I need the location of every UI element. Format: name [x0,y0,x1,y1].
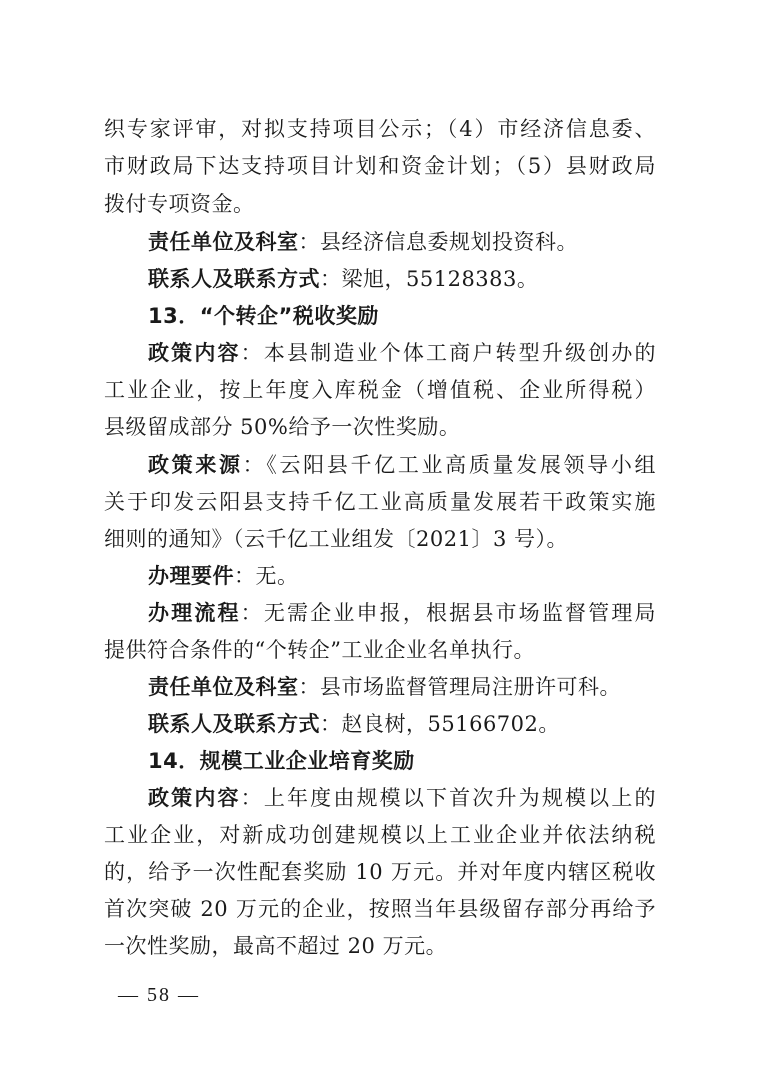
policy-content-label: 政策内容 [148,786,241,810]
paragraph-line: 一次性奖励，最高不超过 20 万元。 [104,934,448,958]
policy-source-line [148,450,656,480]
policy-content-text: ：上年度由规模以下首次升为规模以上的 [240,786,657,810]
policy-content-text: ：本县制造业个体工商户转型升级创办的 [240,341,657,365]
required-documents-label: 办理要件 [148,564,234,588]
paragraph-line: 市财政局下达支持项目计划和资金计划；（5）县财政局 [104,154,656,178]
responsible-unit-line [148,227,656,257]
section-heading-14: 14．规模工业企业培育奖励 [148,749,415,773]
section-heading-13: 13．“个转企”税收奖励 [148,304,379,328]
page-number: — 58 — [118,984,200,1006]
responsible-unit-value: ：县市场监督管理局注册许可科。 [298,675,621,699]
responsible-unit-label: 责任单位及科室 [148,675,299,699]
responsible-unit-line [148,672,656,702]
paragraph-line: 细则的通知》（云千亿工业组发〔2021〕3 号）。 [104,527,568,551]
paragraph-line: 工业企业，对新成功创建规模以上工业企业并依法纳税 [104,823,656,847]
required-documents-line [148,561,656,591]
contact-line [148,264,656,294]
contact-value: ：赵良树，55166702。 [320,712,560,736]
paragraph-line: 织专家评审，对拟支持项目公示；（4）市经济信息委、 [104,117,656,141]
paragraph-line: 关于印发云阳县支持千亿工业高质量发展若干政策实施 [104,490,656,514]
paragraph-line: 工业企业，按上年度入库税金（增值税、企业所得税） [104,378,656,402]
responsible-unit-value: ：县经济信息委规划投资科。 [298,230,578,254]
required-documents-value: ：无。 [234,564,299,588]
policy-content-label: 政策内容 [148,341,241,365]
paragraph-line: 县级留成部分 50%给予一次性奖励。 [104,415,461,439]
contact-label: 联系人及联系方式 [148,712,320,736]
contact-label: 联系人及联系方式 [148,267,320,291]
contact-value: ：梁旭，55128383。 [320,267,539,291]
responsible-unit-label: 责任单位及科室 [148,230,299,254]
contact-line [148,709,656,739]
policy-content-line [148,783,656,813]
paragraph-line: 提供符合条件的“个转企”工业企业名单执行。 [104,638,535,662]
policy-source-text: ：《云阳县千亿工业高质量发展领导小组 [242,453,657,477]
process-flow-text: ：无需企业申报，根据县市场监督管理局 [240,601,657,625]
process-flow-line [148,598,656,628]
paragraph-line: 的，给予一次性配套奖励 10 万元。并对年度内辖区税收 [104,860,656,884]
paragraph-line: 首次突破 20 万元的企业，按照当年县级留存部分再给予 [104,897,656,921]
process-flow-label: 办理流程 [148,601,241,625]
policy-content-line [148,338,656,368]
policy-source-label: 政策来源 [148,453,243,477]
paragraph-line: 拨付专项资金。 [104,192,255,216]
